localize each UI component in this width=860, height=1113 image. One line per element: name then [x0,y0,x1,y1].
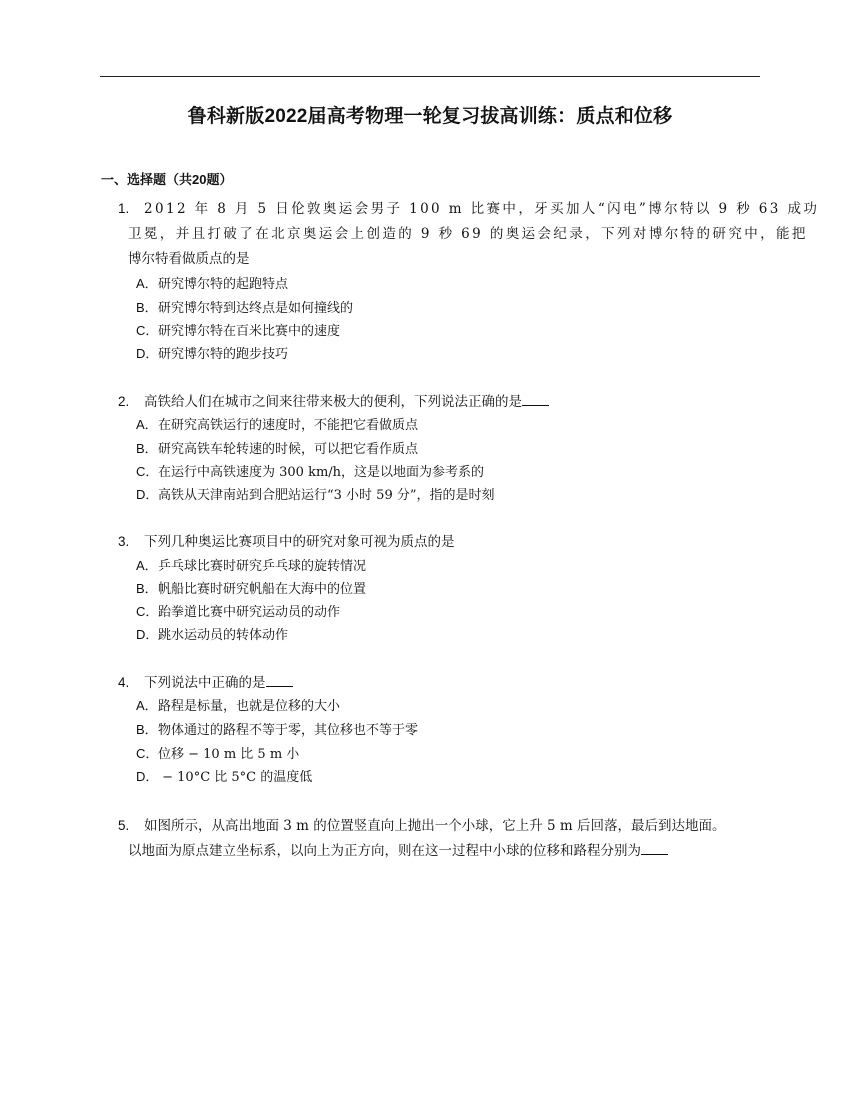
option-text: 研究博尔特在百米比赛中的速度 [158,324,341,339]
option-label: D． [136,769,159,784]
option-label: B． [136,300,158,315]
option-text: 研究高铁车轮转速的时候，可以把它看作质点 [158,442,419,457]
option-label: D． [136,346,159,361]
option-text: 在运行中高铁速度为 300 km/h，这是以地面为参考系的 [158,465,485,480]
option-c[interactable] [136,742,299,766]
option-b[interactable] [136,718,418,742]
question-2 [118,390,549,414]
option-text: 研究博尔特到达终点是如何撞线的 [158,301,354,316]
option-label: C． [136,604,159,619]
option-a[interactable] [136,694,340,718]
section-heading: 一、选择题（共20题） [101,172,233,187]
option-text: 在研究高铁运行的速度时，不能把它看做质点 [158,418,419,433]
question-3 [118,530,455,554]
question-text-line [128,839,668,863]
option-text: 跆拳道比赛中研究运动员的动作 [158,605,341,620]
question-number: 3. [118,534,130,549]
option-c[interactable] [136,600,340,624]
option-text: 研究博尔特的起跑特点 [158,277,289,292]
page-title: 鲁科新版2022届高考物理一轮复习拔高训练：质点和位移 [187,106,673,127]
option-label: A． [136,417,158,432]
option-a[interactable] [136,554,366,578]
question-text: 下列说法中正确的是 [144,675,266,691]
option-label: D． [136,487,159,502]
option-text: 路程是标量，也就是位移的大小 [158,699,341,714]
header-rule [100,76,760,77]
option-d[interactable] [136,765,312,789]
question-text-line: 卫冕，并且打破了在北京奥运会上创造的 9 秒 69 的奥运会纪录，下列对博尔特的研究中，能把 [128,226,808,242]
question-number: 5. [118,818,130,833]
option-text: − 10°C 比 5°C 的温度低 [158,770,313,785]
option-label: B． [136,581,158,596]
option-label: A． [136,698,158,713]
option-d[interactable] [136,623,288,647]
option-text: 跳水运动员的转体动作 [158,628,289,643]
option-text: 乒乓球比赛时研究乒乓球的旋转情况 [158,559,367,574]
option-text: 研究博尔特的跑步技巧 [158,347,289,362]
answer-blank[interactable] [522,393,549,406]
option-label: C． [136,323,159,338]
option-label: D． [136,627,159,642]
option-a[interactable] [136,413,418,437]
answer-blank[interactable] [641,842,668,855]
question-text: 下列几种奥运比赛项目中的研究对象可视为质点的是 [144,534,455,550]
question-text: 以地面为原点建立坐标系，以向上为正方向，则在这一过程中小球的位移和路程分别为 [128,843,641,859]
option-c[interactable] [136,460,484,484]
option-text: 物体通过的路程不等于零，其位移也不等于零 [158,723,419,738]
option-label: B． [136,722,158,737]
question-1 [118,197,819,221]
answer-blank[interactable] [266,674,293,687]
question-text-line: 博尔特看做质点的是 [128,251,250,267]
option-label: A． [136,558,158,573]
question-number: 4. [118,675,130,690]
option-text: 位移 − 10 m 比 5 m 小 [158,747,300,762]
option-label: B． [136,441,158,456]
question-5 [118,814,726,838]
option-label: C． [136,746,159,761]
question-text: 2012 年 8 月 5 日伦敦奥运会男子 100 m 比赛中，牙买加人“闪电”博尔特以 9 秒 63 成功 [144,201,820,217]
option-label: A． [136,276,158,291]
option-b[interactable] [136,437,418,461]
question-text: 如图所示，从高出地面 3 m 的位置竖直向上抛出一个小球，它上升 5 m 后回落，最后到达地面。 [144,818,726,834]
option-text: 帆船比赛时研究帆船在大海中的位置 [158,582,367,597]
option-d[interactable] [136,342,288,366]
option-d[interactable] [136,483,495,507]
option-text: 高铁从天津南站到合肥站运行“3 小时 59 分”，指的是时刻 [158,488,495,503]
option-label: C． [136,464,159,479]
question-4 [118,671,293,695]
option-c[interactable] [136,319,340,343]
question-text: 高铁给人们在城市之间来往带来极大的便利，下列说法正确的是 [144,394,522,410]
option-b[interactable] [136,577,366,601]
question-number: 2. [118,394,130,409]
option-b[interactable] [136,296,353,320]
option-a[interactable] [136,272,288,296]
question-number: 1. [118,201,130,216]
